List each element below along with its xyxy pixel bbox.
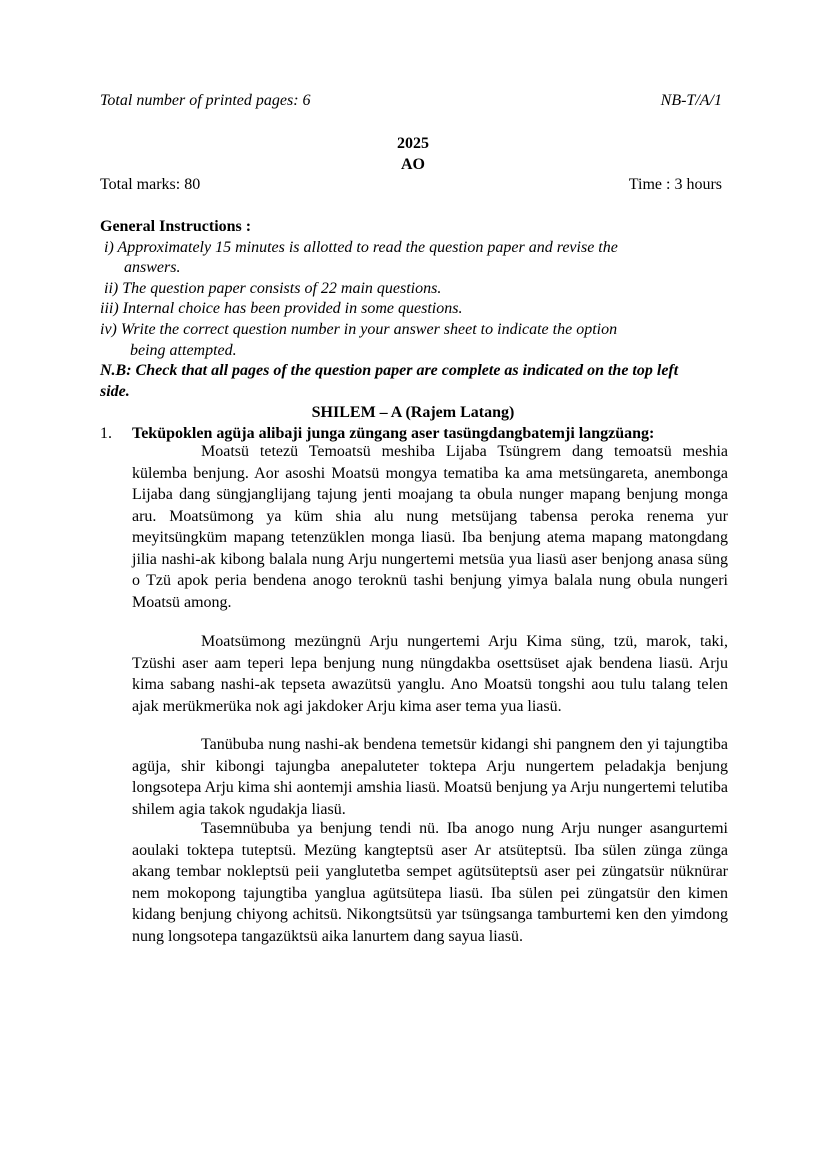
printed-pages-note: Total number of printed pages: 6 — [100, 92, 311, 109]
question-prompt: Teküpoklen agüja alibaji junga züngang aser tasüngdangbatemji langzüang: — [132, 425, 655, 442]
passage-paragraph-2: Moatsümong mezüngnü Arju nungertemi Arju Kima süng, tzü, marok, taki, Tzüshi aser aam teperi lepa benjung nung nüngdakba osettsüset ajak bendena liasü. Arju kima sabang nashi-ak tepseta awazütsü yanglu. Ano Moatsü tongshi aou tulu talang telen ajak merükmerüka nok agi jakdoker Arju kima aser tema yua liasü. — [132, 633, 728, 715]
instruction-item: iv) Write the correct question number in your answer sheet to indicate the option — [100, 321, 618, 338]
instruction-item: i) Approximately 15 minutes is allotted to read the question paper and revise the — [104, 239, 618, 256]
question-number: 1. — [100, 425, 112, 442]
instruction-item: iii) Internal choice has been provided in some questions. — [100, 300, 463, 317]
passage-paragraph-3: Tanübuba nung nashi-ak bendena temetsür kidangi shi pangnem den yi tajungtiba agüja, shir kibongi tajungba anepaluteter toktepa Arju nungertem peladakja benjung longsotepa Arju kima shi aontemji amshia liasü. Moatsü benjung ya Arju nungertemi telutiba shilem agia takok ngudakja liasü. — [132, 736, 728, 818]
subject-title: AO — [401, 156, 425, 173]
instructions-list — [100, 237, 760, 363]
exam-duration: Time : 3 hours — [628, 176, 722, 193]
instruction-item: ii) The question paper consists of 22 main questions. — [104, 280, 442, 297]
total-marks: Total marks: 80 — [100, 176, 201, 193]
paper-code: NB-T/A/1 — [660, 92, 722, 109]
exam-year: 2025 — [397, 135, 429, 152]
instruction-item-continuation: being attempted. — [130, 342, 237, 359]
nb-note: N.B: Check that all pages of the question paper are complete as indicated on the top left — [100, 362, 679, 379]
passage-paragraph-4: Tasemnübuba ya benjung tendi nü. Iba anogo nung Arju nunger asangurtemi aoulaki toktepa tuteptsü. Mezüng kangteptsü aser Ar atsüteptsü. Iba sülen zünga zünga akang tembar nokleptsü peii yanglutetba sempet agütsüteptsü aser pei züngatsür nüknürar nem mokopong tajungtiba yanglua agütsütepa liasü. Iba sülen pei züngatsür den kimen kidang benjung chiyong achitsü. Nikongtsütsü yar tsüngsanga tamburtemi ken den yimdong nung longsotepa tangazüktsü aika lanurtem dang sayua liasü. — [132, 820, 728, 945]
nb-note-continuation: side. — [100, 383, 130, 400]
instructions-heading: General Instructions : — [100, 218, 252, 235]
section-title: SHILEM – A (Rajem Latang) — [311, 404, 515, 421]
instruction-item-continuation: answers. — [124, 259, 181, 276]
passage-paragraph-1: Moatsü tetezü Temoatsü meshiba Lijaba Tsüngrem dang temoatsü meshia külemba benjung. Aor asoshi Moatsü mongya tematiba ka ama metsüngareta, anembonga Lijaba dang süngjanglijang tajung jenti moajang ta obula nunger mapang benjung monga aru. Moatsümong ya küm shia alu nung metsüjang tabensa peroka renema yur meyitsüngküm mapang tetenzüklen monga liasü. Iba benjung atema mapang matongdang jilia nashi-ak kibong balala nung Arju nungertemi metsüa yua liasü aser benjong anasa süng o Tzü apok peria bendena anogo teroknü tashi benjung yimya balala nung obula nungeri Moatsü among. — [132, 443, 728, 611]
